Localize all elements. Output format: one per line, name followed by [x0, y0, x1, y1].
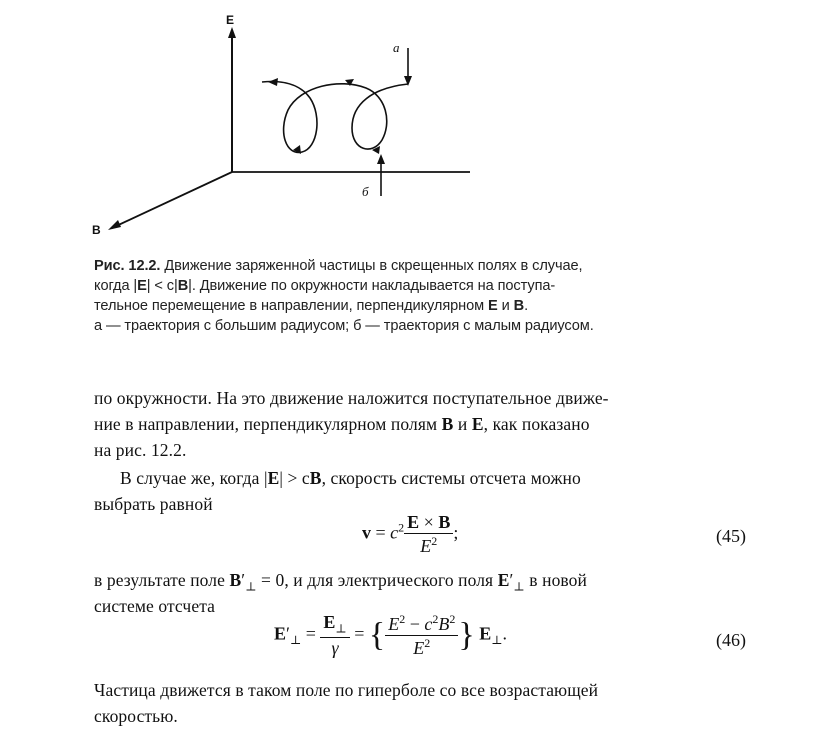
- caption-text-1: Движение заряженной частицы в скрещенных полях в случае,: [164, 258, 583, 274]
- paragraph-4-line-2: скоростью.: [94, 706, 178, 726]
- equation-45: $v = c^2$ $\frac{E \times B}{E^2}$ ;: [362, 512, 459, 556]
- p3-text-a: в результате поле: [94, 570, 230, 590]
- caption-text-4: a — траектория с большим радиусом; б — траектория с малым радиусом.: [94, 318, 594, 334]
- e-axis-arrowhead: [228, 27, 236, 38]
- p2-text-b: | > c: [279, 468, 310, 488]
- p1-text-c: и: [453, 414, 472, 434]
- paragraph-1-line-3: на рис. 12.2.: [94, 440, 187, 460]
- label-e-axis: E: [226, 13, 235, 27]
- b-axis-arrowhead: [108, 220, 121, 230]
- caption-line-3: [94, 298, 528, 314]
- equation-46-number: (46): [716, 630, 746, 650]
- p1-b: B: [441, 414, 454, 434]
- caption-line-1: [94, 258, 582, 274]
- paragraph-2-line-2: выбрать равной: [94, 494, 213, 514]
- label-b: б: [362, 184, 369, 199]
- caption-text-2b: | < c|: [146, 278, 178, 294]
- caption-text-2c: |. Движение по окружности накладывается на поступа-: [188, 278, 556, 294]
- trajectory-curve: [262, 82, 408, 153]
- equation-46: $E'_\perp$ = $\frac{E_\perp}{\gamma}$ = { $\frac{E^2 - c^2B^2}{E^2}$ } $E_\perp$.: [274, 612, 507, 658]
- label-b-axis: B: [92, 223, 101, 237]
- curve-arrow-1: [268, 78, 278, 86]
- caption-e2: E: [488, 298, 498, 314]
- caption-number: Рис. 12.2.: [94, 258, 161, 274]
- caption-text-3a: тельное перемещение в направлении, перпендикулярном: [94, 298, 489, 314]
- paragraph-4-line-1: Частица движется в таком поле по гиперболе со все возрастающей: [94, 680, 599, 700]
- caption-e: E: [137, 278, 147, 294]
- caption-text-2a: когда |: [94, 278, 138, 294]
- caption-text-3c: .: [524, 298, 529, 314]
- caption-line-4: [94, 318, 594, 334]
- label-a: a: [393, 40, 400, 55]
- equation-45-number: (45): [716, 526, 746, 546]
- p3-text-c: в новой: [524, 570, 587, 590]
- p2-text-c: , скорость системы отсчета можно: [321, 468, 581, 488]
- trajectory-figure: [0, 0, 816, 250]
- paragraph-1-line-1: по окружности. На это движение наложится поступательное движе-: [94, 388, 609, 408]
- arrow-b-head: [377, 154, 385, 164]
- p1-text-a: ние в направлении, перпендикулярном полям: [94, 414, 442, 434]
- paragraph-3-line-2: системе отсчета: [94, 596, 216, 616]
- p2-b: B: [309, 468, 322, 488]
- p1-e: E: [471, 414, 484, 434]
- paragraph-2-line-1: [120, 468, 581, 489]
- caption-b: B: [177, 278, 189, 294]
- p3-text-b: = 0, и для электрического поля: [256, 570, 498, 590]
- caption-text-3b: и: [497, 298, 514, 314]
- paragraph-1-line-2: [94, 414, 590, 435]
- p1-text-d: , как показано: [483, 414, 590, 434]
- paragraph-3-line-1: в результате поле $B'_\perp = 0$, и для электрического поля $E'_\perp$ в новой: [94, 570, 587, 594]
- p2-text-a: В случае же, когда |: [120, 468, 268, 488]
- p2-e: E: [267, 468, 280, 488]
- caption-line-2: [94, 278, 555, 294]
- caption-b2: B: [513, 298, 525, 314]
- b-axis: [112, 172, 232, 228]
